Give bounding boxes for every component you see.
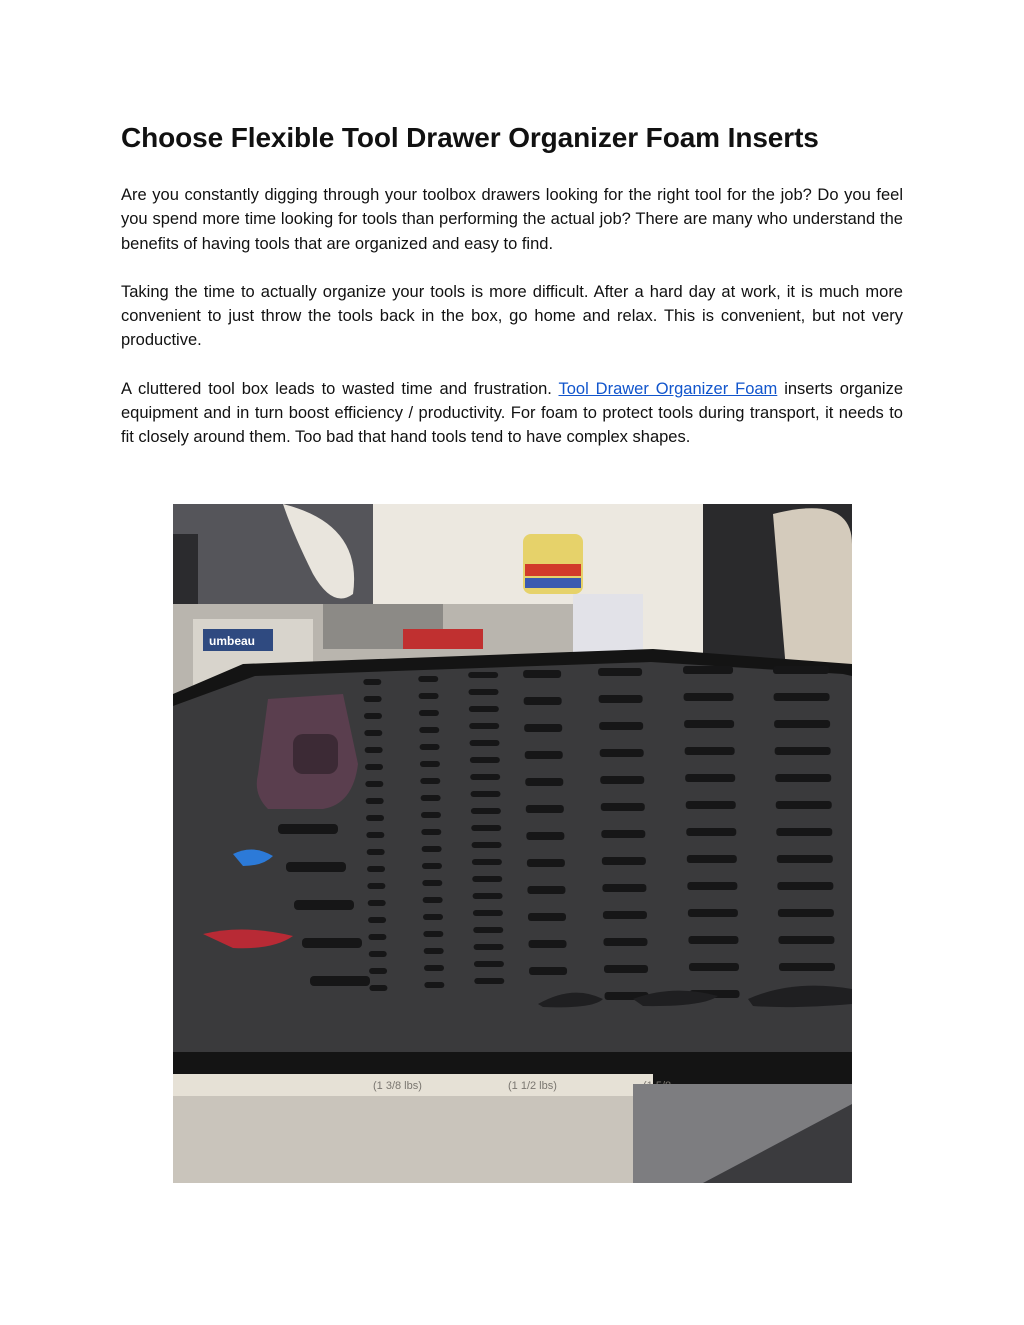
photo-foam-slot — [421, 812, 441, 818]
photo-drawer-label-1: (1 3/8 lbs) — [373, 1080, 422, 1092]
photo-foam-slot — [600, 749, 644, 757]
photo-foam-slot — [687, 855, 737, 863]
photo-foam-slot — [474, 944, 504, 950]
photo-foam-slot — [779, 963, 835, 971]
photo-foam-slot — [524, 697, 562, 705]
photo-foam-slot — [369, 968, 387, 974]
photo-foam-slot — [366, 832, 384, 838]
photo-foam-slot — [603, 938, 647, 946]
photo-foam-slot — [686, 828, 736, 836]
photo-foam-slot — [473, 910, 503, 916]
photo-foam-slot — [364, 730, 382, 736]
photo-foam-slot — [471, 825, 501, 831]
photo-foam-slot — [602, 884, 646, 892]
page-title: Choose Flexible Tool Drawer Organizer Foam Inserts — [121, 122, 819, 153]
photo-foam-slot — [423, 897, 443, 903]
photo-foam-slot — [599, 722, 643, 730]
paragraph-foam-inserts — [121, 377, 903, 450]
photo-foam-slot — [365, 747, 383, 753]
photo-foam-slot — [685, 774, 735, 782]
paragraph-intro: Are you constantly digging through your toolbox drawers looking for the right tool for the job? Do you feel you spend more time looking for tools than performing the actual job? There are many who understand the benefits of having tools that are organized and easy to find. — [121, 186, 903, 253]
photo-foam-slot — [472, 842, 502, 848]
photo-foam-slot — [474, 978, 504, 984]
tool-foam-photo — [173, 504, 852, 1183]
photo-grid-mat — [573, 594, 643, 654]
photo-foam-slot — [367, 866, 385, 872]
photo-foam-slot — [774, 693, 830, 701]
photo-foam-slot-left — [278, 824, 338, 834]
paragraph-organizing: Taking the time to actually organize your tools is more difficult. After a hard day at work, it is much more convenient to just throw the tools back in the box, go home and relax. This is convenient, but not very productive. — [121, 282, 903, 350]
photo-package-text: umbeau — [209, 634, 256, 648]
photo-foam-slot — [364, 696, 382, 702]
photo-foam-slot — [472, 859, 502, 865]
photo-foam-slot — [778, 936, 834, 944]
photo-foam-slot — [777, 855, 833, 863]
photo-foam-slot — [778, 909, 834, 917]
photo-foam-slot — [773, 666, 829, 674]
photo-foam-slot — [470, 740, 500, 746]
photo-foam-slot — [529, 967, 567, 975]
photo-foam-slot — [523, 670, 561, 678]
photo-foam-slot — [684, 693, 734, 701]
photo-foam-slot — [684, 720, 734, 728]
photo-foam-slot — [469, 706, 499, 712]
photo-foam-slot — [526, 805, 564, 813]
photo-foam-slot — [419, 710, 439, 716]
photo-foam-slot — [420, 744, 440, 750]
photo-foam-slot — [422, 880, 442, 886]
photo-foam-slot — [424, 965, 444, 971]
photo-foam-slot — [422, 846, 442, 852]
photo-foam-slot — [471, 808, 501, 814]
photo-foam-slot — [473, 927, 503, 933]
photo-foam-slot — [775, 774, 831, 782]
photo-box-edge — [173, 534, 198, 604]
photo-purple-tool-grip — [293, 734, 338, 774]
photo-foam-slot — [604, 965, 648, 973]
photo-foam-slot — [422, 863, 442, 869]
photo-foam-slot — [469, 723, 499, 729]
photo-foam-slot — [688, 909, 738, 917]
photo-foam-slot — [423, 931, 443, 937]
photo-foam-slot — [603, 911, 647, 919]
photo-foam-slot — [424, 948, 444, 954]
photo-foam-slot — [468, 672, 498, 678]
photo-foam-slot — [524, 724, 562, 732]
photo-foam-slot — [685, 747, 735, 755]
photo-foam-slot — [774, 720, 830, 728]
photo-foam-slot — [368, 917, 386, 923]
tool-drawer-foam-link[interactable]: Tool Drawer Organizer Foam — [558, 379, 778, 398]
photo-foam-slot — [423, 914, 443, 920]
photo-foam-slot — [420, 761, 440, 767]
photo-foam-slot-left — [310, 976, 370, 986]
photo-foam-slot — [367, 849, 385, 855]
photo-foam-slot — [527, 886, 565, 894]
photo-foam-slot — [689, 963, 739, 971]
photo-foam-slot — [418, 676, 438, 682]
photo-foam-slot — [470, 774, 500, 780]
photo-tape-band-2 — [525, 578, 581, 588]
photo-foam-slot — [600, 776, 644, 784]
photo-foam-slot — [526, 832, 564, 840]
photo-foam-slot — [367, 883, 385, 889]
photo-foam-slot — [473, 893, 503, 899]
photo-foam-slot — [420, 778, 440, 784]
photo-foam-slot — [366, 815, 384, 821]
photo-red-pliers — [403, 629, 483, 649]
document-page — [121, 118, 903, 450]
photo-foam-slot — [365, 764, 383, 770]
photo-foam-slot — [472, 876, 502, 882]
photo-foam-slot-left — [294, 900, 354, 910]
photo-foam-slot — [369, 985, 387, 991]
photo-foam-slot — [776, 801, 832, 809]
photo-foam-slot — [775, 747, 831, 755]
photo-drawer-label-2: (1 1/2 lbs) — [508, 1080, 557, 1092]
photo-foam-slot-left — [302, 938, 362, 948]
photo-foam-slot — [777, 882, 833, 890]
photo-foam-slot-left — [286, 862, 346, 872]
photo-foam-slot — [601, 830, 645, 838]
photo-foam-slot — [421, 829, 441, 835]
photo-foam-slot — [528, 913, 566, 921]
photo-foam-slot — [469, 689, 499, 695]
photo-tape-band — [525, 564, 581, 576]
photo-drawer — [173, 1084, 673, 1183]
photo-foam-slot — [598, 668, 642, 676]
photo-foam-slot — [366, 798, 384, 804]
photo-foam-slot — [471, 791, 501, 797]
photo-foam-slot — [602, 857, 646, 865]
photo-image — [173, 504, 852, 1183]
photo-foam-slot — [363, 679, 381, 685]
photo-foam-slot — [601, 803, 645, 811]
photo-foam-slot — [527, 859, 565, 867]
photo-foam-slot — [525, 778, 563, 786]
photo-foam-slot — [688, 936, 738, 944]
photo-foam-slot — [687, 882, 737, 890]
photo-foam-slot — [776, 828, 832, 836]
photo-foam-slot — [421, 795, 441, 801]
photo-foam-slot — [599, 695, 643, 703]
photo-foam-slot — [364, 713, 382, 719]
photo-foam-slot — [369, 951, 387, 957]
photo-foam-slot — [368, 934, 386, 940]
photo-foam-slot — [683, 666, 733, 674]
photo-foam-slot — [470, 757, 500, 763]
photo-foam-slot — [365, 781, 383, 787]
photo-foam-slot — [419, 727, 439, 733]
photo-foam-slot — [474, 961, 504, 967]
photo-foam-slot — [424, 982, 444, 988]
paragraph-3-end: inserts organize equipment and in turn boost efficiency / productivity. For foam to protect tools during transport, it needs to fit closely around them. Too bad that hand tools tend to have complex shapes. — [121, 379, 904, 447]
photo-foam-slot — [368, 900, 386, 906]
paragraph-3-start: A cluttered tool box leads to wasted time and frustration. — [121, 379, 559, 398]
photo-foam-slot — [525, 751, 563, 759]
photo-foam-slot — [529, 940, 567, 948]
photo-foam-slot — [419, 693, 439, 699]
photo-foam-slot — [686, 801, 736, 809]
